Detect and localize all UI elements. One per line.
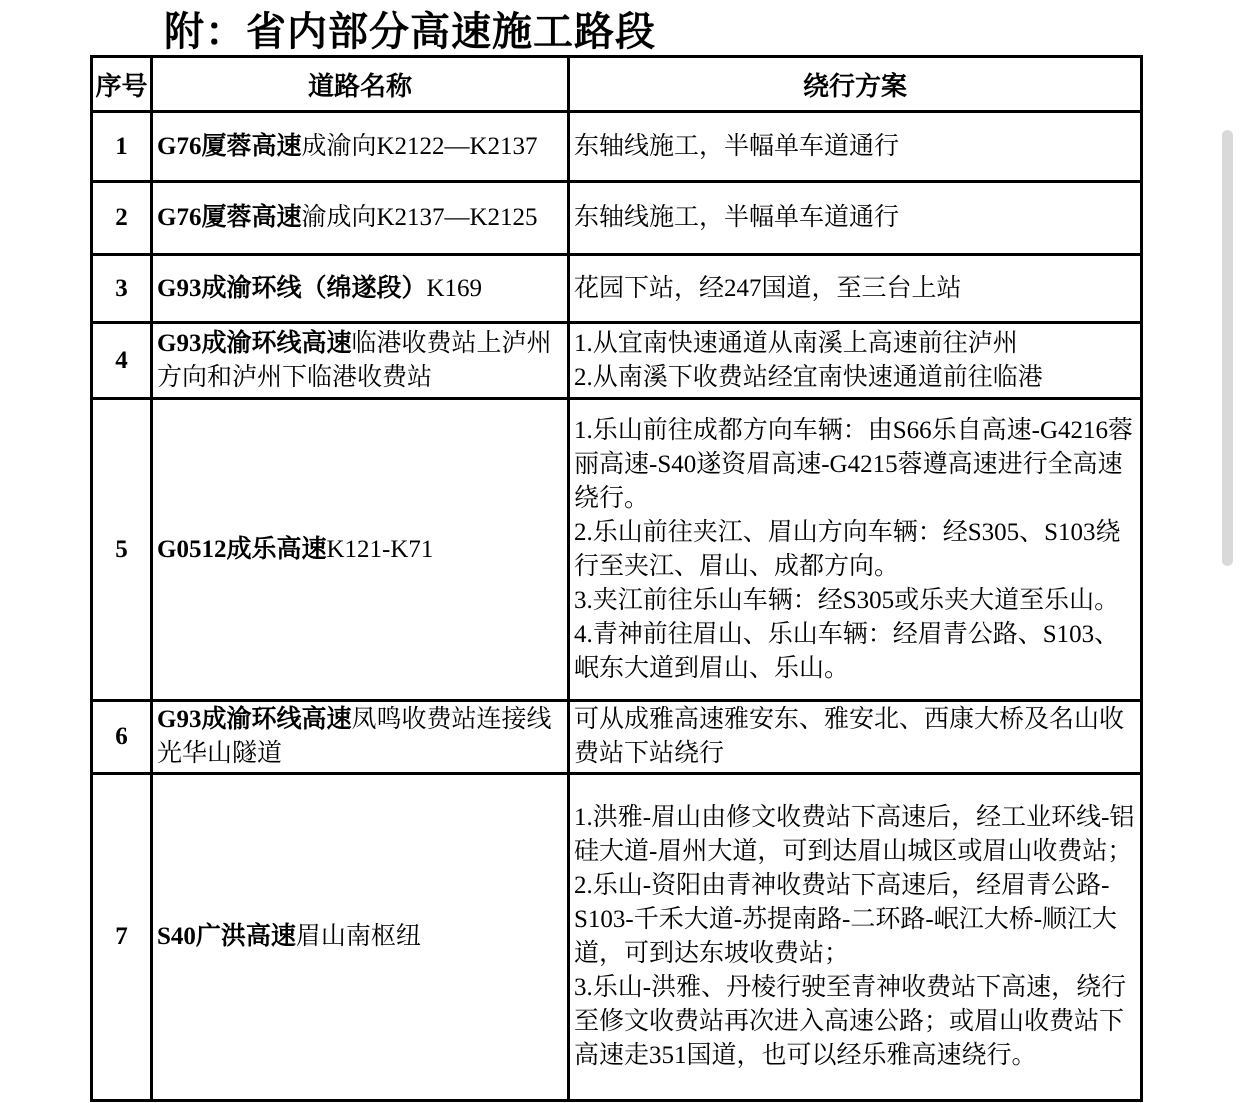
detour-item: 2.乐山前往夹江、眉山方向车辆：经S305、S103绕行至夹江、眉山、成都方向。 — [574, 518, 1121, 580]
detour-plan-cell — [569, 774, 1142, 1101]
road-section: 眉山南枢纽 — [295, 923, 421, 950]
road-section: 成渝向K2122—K2137 — [301, 132, 538, 160]
table-row — [92, 112, 1142, 182]
row-number-cell: 3 — [92, 255, 152, 323]
detour-plan-cell — [569, 112, 1142, 182]
detour-item: 1.从宜南快速通道从南溪上高速前往泸州 — [574, 329, 1018, 357]
road-section: 渝成向K2137—K2125 — [301, 204, 538, 231]
detour-item: 2.乐山-资阳由青神收费站下高速后，经眉青公路-S103-千禾大道-苏提南路-二环路-岷江大桥-顺江大道，可到达东坡收费站； — [574, 872, 1118, 967]
column-header-road-name: 道路名称 — [152, 57, 569, 112]
detour-item: 花园下站，经247国道，至三台上站 — [574, 274, 962, 302]
detour-plan-cell — [569, 399, 1142, 701]
table-row — [92, 701, 1142, 774]
detour-item: 东轴线施工，半幅单车道通行 — [574, 132, 900, 160]
row-number-cell: 4 — [92, 323, 152, 399]
road-name-cell — [152, 701, 569, 774]
road-code: G0512成乐高速 — [157, 535, 327, 563]
table-header-row — [92, 57, 1142, 112]
road-code: G93成渝环线（绵遂段） — [157, 274, 427, 302]
row-number-cell: 5 — [92, 399, 152, 701]
row-number-cell: 1 — [92, 112, 152, 182]
row-number-cell: 2 — [92, 182, 152, 255]
detour-plan-cell — [569, 701, 1142, 774]
detour-item: 1.洪雅-眉山由修文收费站下高速后，经工业环线-铝硅大道-眉州大道，可到达眉山城区或眉山收费站； — [574, 804, 1135, 865]
detour-item: 3.夹江前往乐山车辆：经S305或乐夹大道至乐山。 — [574, 586, 1120, 614]
road-name-cell — [152, 774, 569, 1101]
road-code: G93成渝环线高速 — [157, 329, 352, 357]
detour-item: 1.乐山前往成都方向车辆：由S66乐自高速-G4216蓉丽高速-S40遂资眉高速-G4215蓉遵高速进行全高速绕行。 — [574, 416, 1134, 512]
detour-item: 东轴线施工，半幅单车道通行 — [574, 204, 900, 231]
road-name-cell — [152, 399, 569, 701]
construction-sections-table — [90, 55, 1143, 1102]
road-name-cell — [152, 112, 569, 182]
detour-item: 3.乐山-洪雅、丹棱行驶至青神收费站下高速，绕行至修文收费站再次进入高速公路；或眉山收费站下高速走351国道，也可以经乐雅高速绕行。 — [574, 974, 1127, 1069]
detour-plan-cell — [569, 323, 1142, 399]
road-name-cell — [152, 182, 569, 255]
table-row — [92, 182, 1142, 255]
column-header-detour-plan: 绕行方案 — [569, 57, 1142, 112]
row-number-cell: 6 — [92, 701, 152, 774]
table-row — [92, 399, 1142, 701]
detour-item: 2.从南溪下收费站经宜南快速通道前往临港 — [574, 363, 1043, 391]
road-code: G76厦蓉高速 — [157, 204, 302, 231]
detour-item: 可从成雅高速雅安东、雅安北、西康大桥及名山收费站下站绕行 — [574, 706, 1125, 767]
road-name-cell — [152, 255, 569, 323]
road-section: K169 — [426, 274, 483, 302]
road-section: K121-K71 — [326, 535, 434, 563]
road-section: 凤鸣收费站连接线光华山隧道 — [157, 706, 552, 767]
road-code: G76厦蓉高速 — [157, 132, 302, 160]
scrollbar-thumb[interactable] — [1222, 130, 1233, 566]
detour-plan-cell — [569, 255, 1142, 323]
road-section: 临港收费站上泸州方向和泸州下临港收费站 — [157, 329, 552, 391]
road-code: G93成渝环线高速 — [157, 706, 352, 733]
row-number-cell: 7 — [92, 774, 152, 1101]
page-title: 附：省内部分高速施工路段 — [164, 9, 656, 54]
table-row — [92, 774, 1142, 1101]
road-name-cell — [152, 323, 569, 399]
road-code: S40广洪高速 — [157, 923, 296, 950]
table-row — [92, 255, 1142, 323]
table-row — [92, 323, 1142, 399]
detour-plan-cell — [569, 182, 1142, 255]
column-header-number: 序号 — [92, 57, 152, 112]
detour-item: 4.青神前往眉山、乐山车辆：经眉青公路、S103、岷东大道到眉山、乐山。 — [574, 620, 1120, 682]
